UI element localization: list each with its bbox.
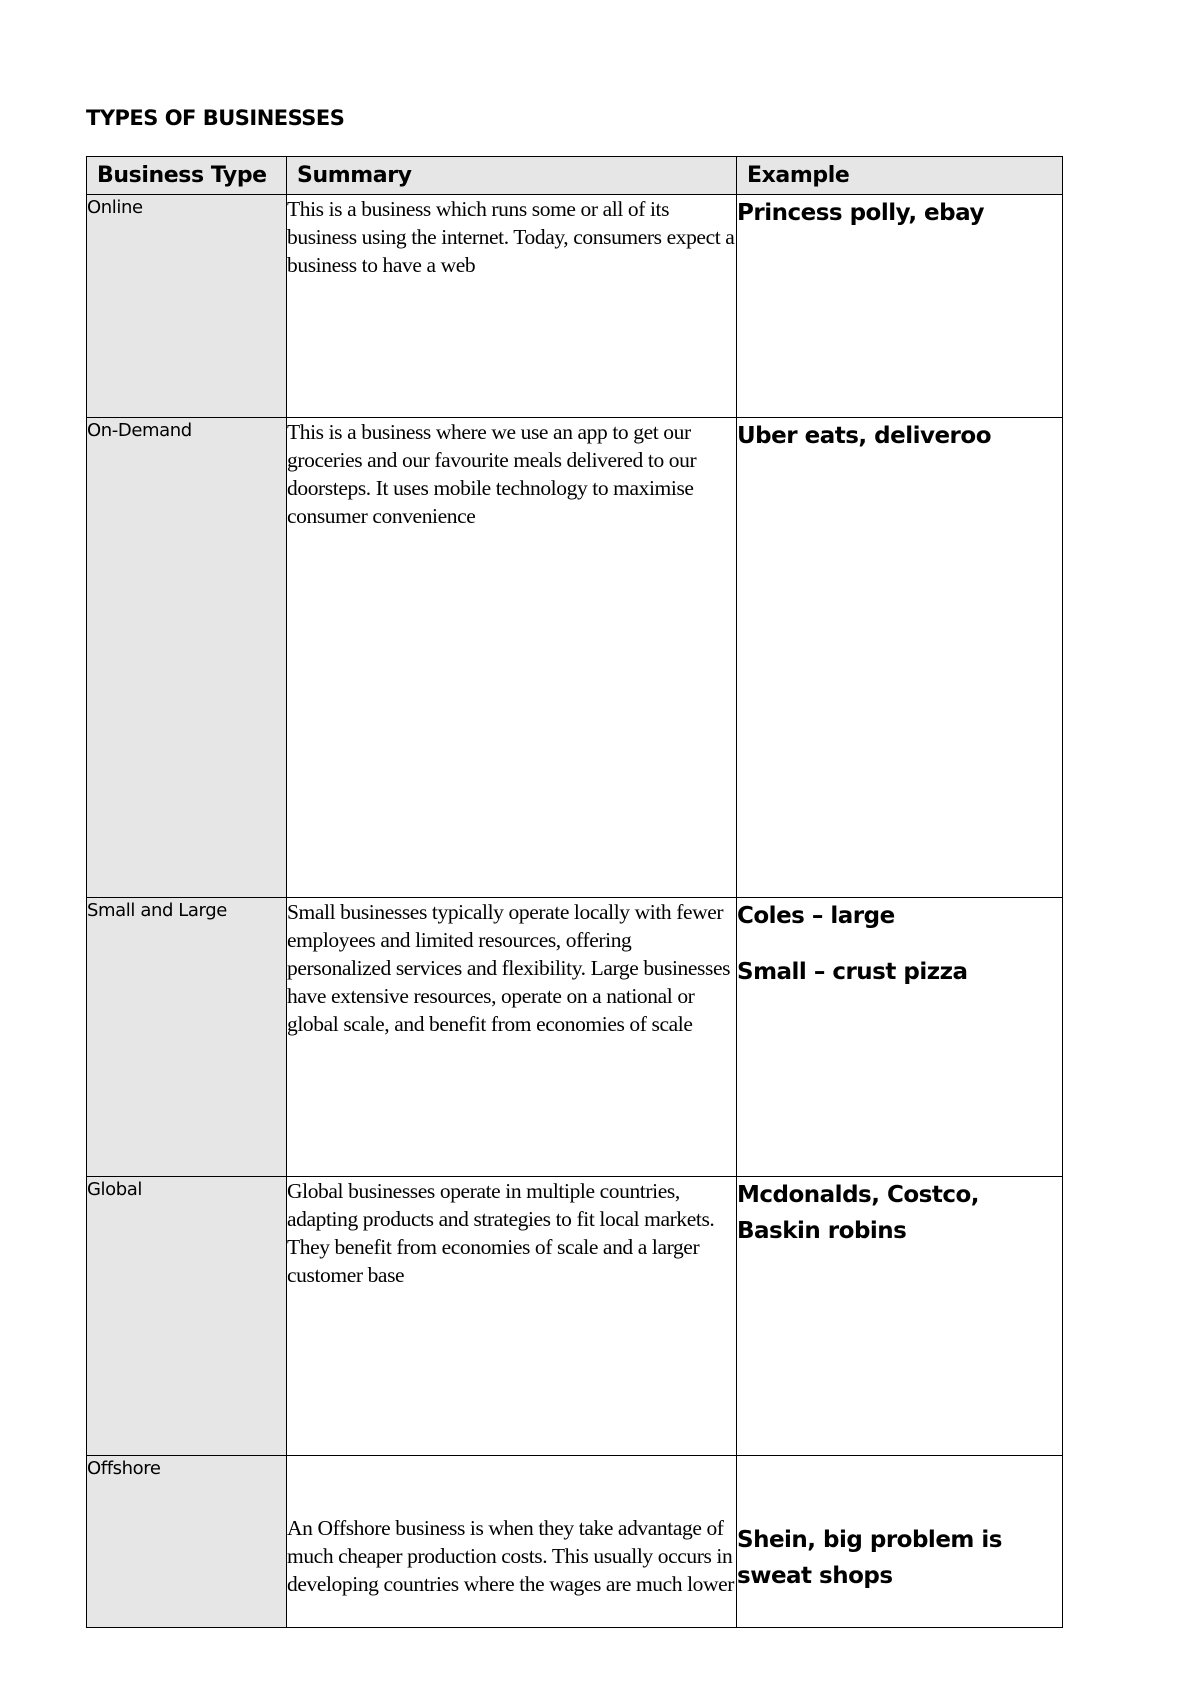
- example-cell: [737, 1177, 1063, 1456]
- table-row: [87, 1456, 1063, 1628]
- example-text: Coles – large: [737, 903, 895, 929]
- example-cell: [737, 418, 1063, 898]
- summary-cell: Global businesses operate in multiple countries, adapting products and strategies to fit local markets. They benefit from economies of scale and a larger customer base: [287, 1177, 737, 1456]
- table-row: [87, 1177, 1063, 1456]
- table-header-row: [87, 157, 1063, 195]
- example-cell: [737, 1456, 1063, 1628]
- example-text: Mcdonalds, Costco, Baskin robins: [737, 1182, 980, 1244]
- document-title: TYPES OF BUSINESSES: [86, 106, 345, 130]
- header-example: Example: [737, 157, 1063, 195]
- business-type-cell: Offshore: [87, 1456, 287, 1628]
- summary-cell: This is a business where we use an app to get our groceries and our favourite meals delivered to our doorsteps. It uses mobile technology to maximise consumer convenience: [287, 418, 737, 898]
- business-type-cell: On-Demand: [87, 418, 287, 898]
- example-cell: [737, 898, 1063, 1177]
- table-row: [87, 898, 1063, 1177]
- table-row: [87, 418, 1063, 898]
- summary-cell: Small businesses typically operate locally with fewer employees and limited resources, offering personalized services and flexibility. Large businesses have extensive resources, operate on a national or global scale, and benefit from economies of scale: [287, 898, 737, 1177]
- example-text: Uber eats, deliveroo: [737, 423, 992, 449]
- business-types-table: [86, 156, 1063, 1628]
- header-summary: Summary: [287, 157, 737, 195]
- example-cell: [737, 195, 1063, 418]
- business-type-cell: Small and Large: [87, 898, 287, 1177]
- summary-cell: An Offshore business is when they take advantage of much cheaper production costs. This usually occurs in developing countries where the wages are much lower: [287, 1456, 737, 1628]
- summary-cell: This is a business which runs some or all of its business using the internet. Today, consumers expect a business to have a web: [287, 195, 737, 418]
- business-type-cell: Online: [87, 195, 287, 418]
- header-business-type: Business Type: [87, 157, 287, 195]
- example-text: Princess polly, ebay: [737, 200, 984, 226]
- business-type-cell: Global: [87, 1177, 287, 1456]
- example-text: Small – crust pizza: [737, 959, 968, 985]
- table-row: [87, 195, 1063, 418]
- example-text: Shein, big problem is sweat shops: [737, 1527, 1002, 1589]
